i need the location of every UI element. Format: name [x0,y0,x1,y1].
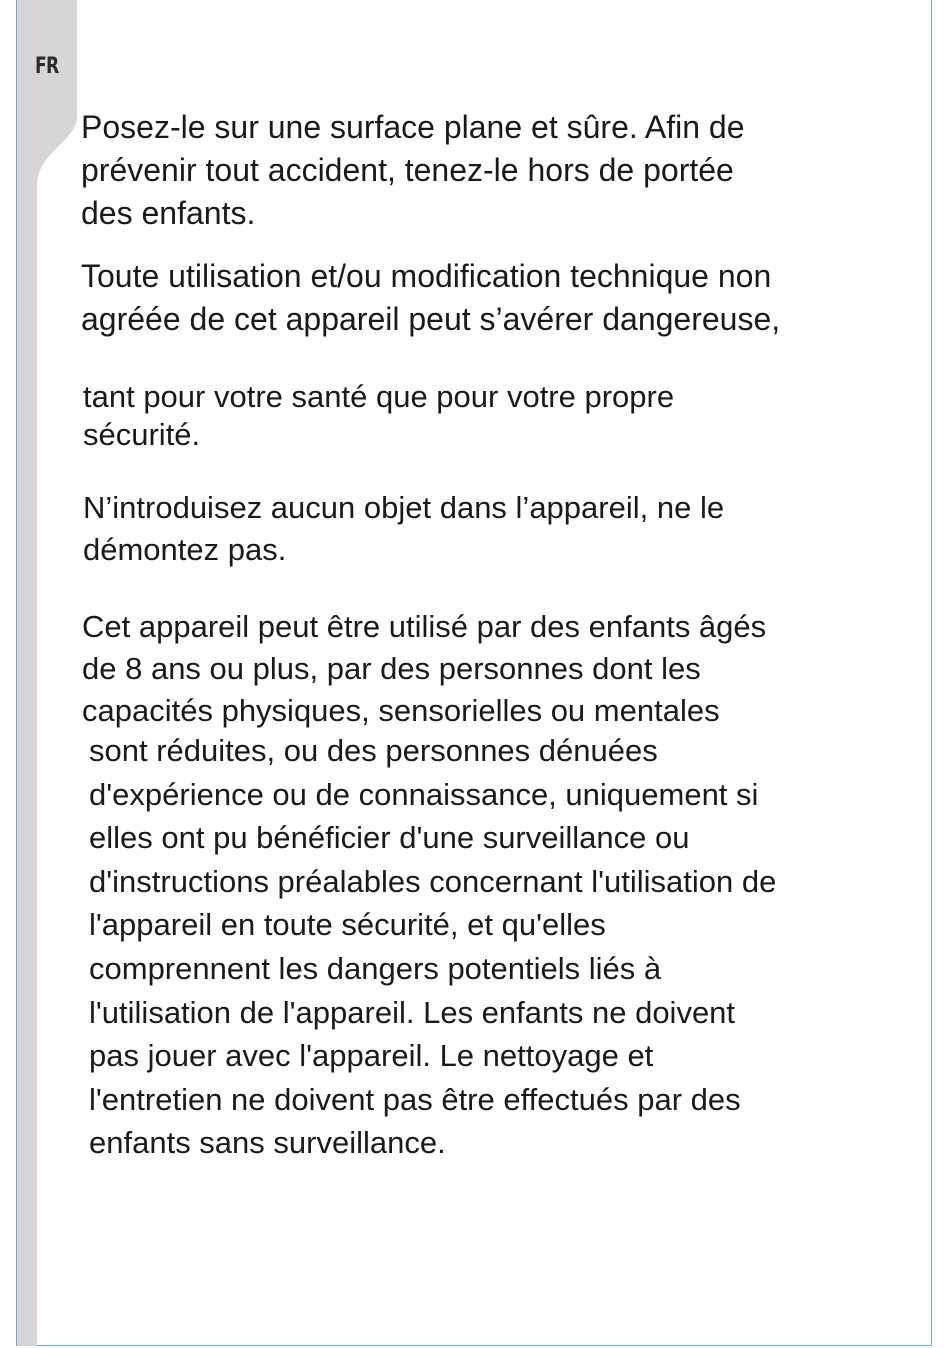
paragraph-no-objects: N’introduisez aucun objet dans l’appareil, ne le démontez pas. [83,490,725,567]
side-tab-curve [37,118,77,188]
paragraph-modification-warning: Toute utilisation et/ou modification technique non agréée de cet appareil peut s’avérer dangereuse, [81,258,781,337]
side-tab-strip [17,0,37,1346]
language-label: FR [35,54,59,79]
paragraph-placement: Posez-le sur une surface plane et sûre. Afin de prévenir tout accident, tenez-le hors de portée des enfants. [81,109,745,231]
tab-curve-shape [37,118,77,188]
paragraph-children-usage-continued: sont réduites, ou des personnes dénuées d'expérience ou de connaissance, uniquement si elles ont pu bénéficier d'une surveillance ou d'instructions préalables concernant l'utilisation de l'appareil en toute sécurité, et qu'elles comprennent les dangers potentiels liés à l'utilisation de l'appareil. Les enfants ne doivent pas jouer avec l'appareil. Le nettoyage et l'entretien ne doivent pas être effectués par des enfants sans surveillance. [89,733,777,1161]
paragraph-children-usage: Cet appareil peut être utilisé par des enfants âgés de 8 ans ou plus, par des personnes dont les capacités physiques, sensorielles ou mentales [82,609,767,728]
paragraph-safety-continuation: tant pour votre santé que pour votre propre sécurité. [83,379,675,452]
